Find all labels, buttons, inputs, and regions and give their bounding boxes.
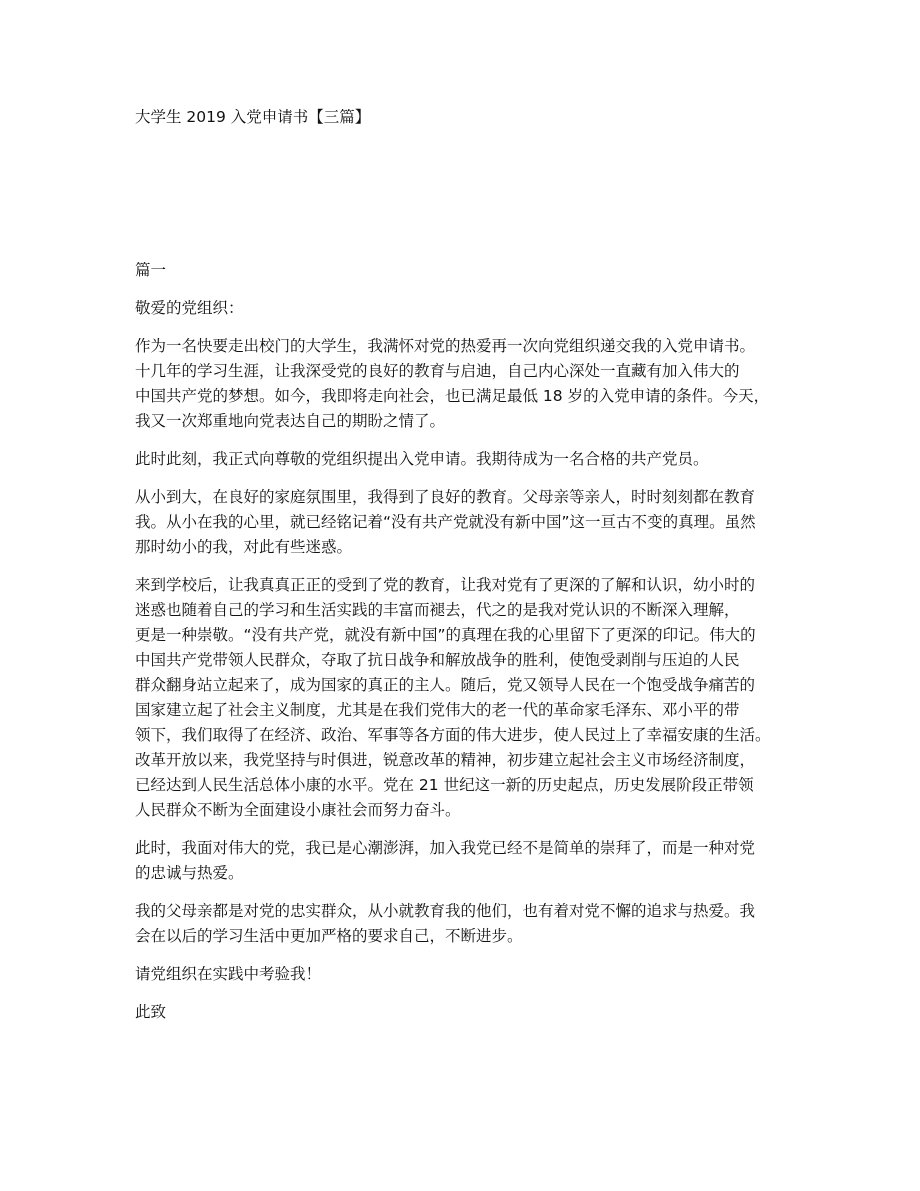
closing: [135, 1000, 815, 1025]
text-line: 那时幼小的我，对此有些迷惑。: [135, 538, 353, 556]
document-body: [135, 258, 815, 1038]
text-line: 我的父母亲都是对党的忠实群众，从小就教育我的他们，也有着对党不懈的追求与热爱。我: [135, 902, 756, 920]
text-line: 敬爱的党组织：: [135, 299, 244, 317]
text-line: 改革开放以来，我党坚持与时俱进，锐意改革的精神，初步建立起社会主义市场经济制度，: [135, 751, 756, 769]
document-title: 大学生 2019 入党申请书【三篇】: [135, 108, 371, 126]
text-line: 人民群众不断为全面建设小康社会而努力奋斗。: [135, 801, 461, 819]
text-line: 我又一次郑重地向党表达自己的期盼之情了。: [135, 412, 446, 430]
paragraph: [135, 573, 815, 823]
text-line: 中国共产党的梦想。如今，我即将走向社会，也已满足最低 18 岁的入党申请的条件。今天，: [135, 387, 770, 405]
paragraph: [135, 334, 815, 434]
salutation: [135, 296, 815, 321]
text-line: 来到学校后，让我真真正正的受到了党的教育，让我对党有了更深的了解和认识，幼小时的: [135, 576, 756, 594]
text-line: 迷惑也随着自己的学习和生活实践的丰富而褪去，代之的是我对党认识的不断深入理解，: [135, 601, 740, 619]
paragraph: [135, 485, 815, 560]
text-line: 从小到大，在良好的家庭氛围里，我得到了良好的教育。父母亲等亲人，时时刻刻都在教育: [135, 488, 756, 506]
text-line: 领下，我们取得了在经济、政治、军事等各方面的伟大进步，使人民过上了幸福安康的生活。: [135, 726, 771, 744]
text-line: 更是一种崇敬。“没有共产党，就没有新中国”的真理在我的心里留下了更深的印记。伟大的: [135, 626, 756, 644]
paragraph: [135, 836, 815, 886]
text-line: 篇一: [135, 261, 167, 279]
text-line: 的忠诚与热爱。: [135, 864, 244, 882]
text-line: 国家建立起了社会主义制度，尤其是在我们党伟大的老一代的革命家毛泽东、邓小平的带: [135, 701, 740, 719]
text-line: 十几年的学习生涯，让我深受党的良好的教育与启迪，自己内心深处一直藏有加入伟大的: [135, 362, 740, 380]
text-line: 群众翻身站立起来了，成为国家的真正的主人。随后，党又领导人民在一个饱受战争痛苦的: [135, 676, 756, 694]
text-line: 已经达到人民生活总体小康的水平。党在 21 世纪这一新的历史起点，历史发展阶段正带领: [135, 776, 754, 794]
section-heading: [135, 258, 815, 283]
text-line: 会在以后的学习生活中更加严格的要求自己，不断进步。: [135, 927, 523, 945]
text-line: 此时此刻，我正式向尊敬的党组织提出入党申请。我期待成为一名合格的共产党员。: [135, 450, 709, 468]
text-line: 作为一名快要走出校门的大学生，我满怀对党的热爱再一次向党组织递交我的入党申请书。: [135, 337, 756, 355]
text-line: 请党组织在实践中考验我！: [135, 965, 322, 983]
paragraph: [135, 962, 815, 987]
paragraph: [135, 899, 815, 949]
paragraph: [135, 447, 815, 472]
text-line: 我。从小在我的心里，就已经铭记着“没有共产党就没有新中国”这一亘古不变的真理。虽然: [135, 513, 756, 531]
text-line: 此致: [135, 1003, 167, 1021]
text-line: 此时，我面对伟大的党，我已是心潮澎湃，加入我党已经不是简单的崇拜了，而是一种对党: [135, 839, 756, 857]
text-line: 中国共产党带领人民群众，夺取了抗日战争和解放战争的胜利，使饱受剥削与压迫的人民: [135, 651, 740, 669]
